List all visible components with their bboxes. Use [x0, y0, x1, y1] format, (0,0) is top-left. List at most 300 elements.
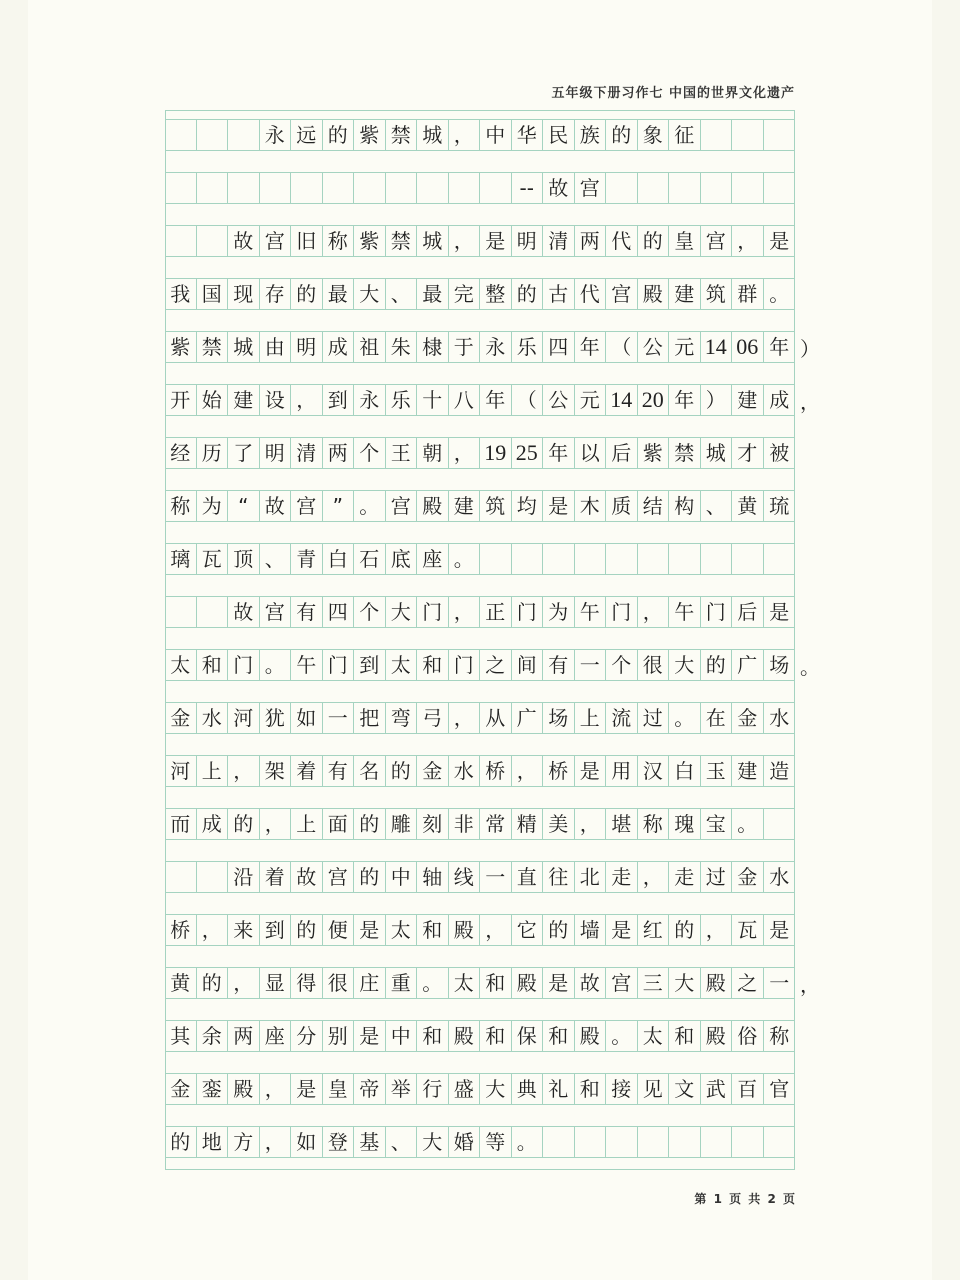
grid-cell: 城 [417, 120, 449, 150]
grid-cell: 故 [228, 226, 260, 256]
grid-cell: 桥 [480, 756, 512, 786]
grid-cell: 河 [228, 703, 260, 733]
grid-cell: 大 [417, 1127, 449, 1157]
grid-cell: 中 [386, 1021, 418, 1051]
grid-cell: 大 [386, 597, 418, 627]
grid-cell [197, 173, 229, 203]
grid-cell: 金 [732, 862, 764, 892]
grid-cell: 个 [354, 597, 386, 627]
grid-cell: ， [480, 915, 512, 945]
grid-cell: 门 [606, 597, 638, 627]
page-number: 第 1 页 共 2 页 [694, 1192, 795, 1206]
grid-cell: 皇 [323, 1074, 355, 1104]
grid-cell [228, 173, 260, 203]
grid-row [165, 543, 795, 575]
grid-cell: 古 [543, 279, 575, 309]
grid-cell: 质 [606, 491, 638, 521]
grid-cell [480, 173, 512, 203]
grid-cell: 。 [732, 809, 764, 839]
grid-cell: 宫 [291, 491, 323, 521]
grid-cell [764, 1127, 796, 1157]
grid-cell [260, 173, 292, 203]
grid-row [165, 755, 795, 787]
grid-cell: 金 [417, 756, 449, 786]
grid-cell: 被 [769, 441, 790, 465]
grid-cell: 。 [769, 282, 790, 306]
grid-cell: 水 [769, 865, 790, 889]
grid-cell: 庄 [354, 968, 386, 998]
grid-cell: 犹 [260, 703, 292, 733]
grid-cell: 太 [449, 968, 481, 998]
grid-cell: 祖 [354, 332, 386, 362]
grid-cell: 后 [732, 597, 764, 627]
grid-cell: 而 [165, 809, 197, 839]
margin-punctuation: ， [800, 389, 820, 414]
grid-cell [701, 544, 733, 574]
grid-cell: 重 [386, 968, 418, 998]
grid-cell [638, 1127, 670, 1157]
grid-cell [764, 120, 796, 150]
grid-cell: 上 [291, 809, 323, 839]
grid-cell [165, 120, 197, 150]
grid-cell: 的 [165, 1127, 197, 1157]
grid-cell: ， [260, 1127, 292, 1157]
grid-cell [228, 120, 260, 150]
grid-cell: 宫 [323, 862, 355, 892]
grid-cell: 殿 [701, 1021, 733, 1051]
grid-cell: 其 [165, 1021, 197, 1051]
grid-cell: 它 [512, 915, 544, 945]
grid-cell: 、 [386, 1127, 418, 1157]
grid-cell: 桥 [543, 756, 575, 786]
grid-cell: 如 [291, 703, 323, 733]
grid-cell: 上 [197, 756, 229, 786]
grid-row [165, 861, 795, 893]
grid-cell: 午 [575, 597, 607, 627]
grid-cell: 禁 [386, 120, 418, 150]
grid-cell: 三 [638, 968, 670, 998]
grid-cell: 午 [669, 597, 701, 627]
grid-cell: 的 [354, 862, 386, 892]
grid-row [165, 649, 795, 681]
grid-cell: 把 [354, 703, 386, 733]
grid-cell: 和 [543, 1021, 575, 1051]
grid-cell: 两 [575, 226, 607, 256]
page-header: 五年级下册习作七 中国的世界文化遗产 [551, 86, 795, 101]
grid-cell: 之 [732, 968, 764, 998]
grid-cell: 始 [197, 385, 229, 415]
grid-cell: 着 [260, 862, 292, 892]
grid-cell: 沿 [228, 862, 260, 892]
grid-cell: 族 [575, 120, 607, 150]
grid-row [165, 702, 795, 734]
grid-cell: 广 [732, 650, 764, 680]
grid-cell: 行 [417, 1074, 449, 1104]
grid-cell: ， [575, 809, 607, 839]
grid-cell [323, 173, 355, 203]
grid-row [165, 331, 795, 363]
grid-cell: 宫 [575, 173, 607, 203]
grid-cell: 地 [197, 1127, 229, 1157]
grid-cell: 筑 [480, 491, 512, 521]
grid-row [165, 1020, 795, 1052]
grid-cell: 紫 [354, 120, 386, 150]
grid-cell [764, 173, 796, 203]
grid-cell: 墙 [575, 915, 607, 945]
grid-cell: 名 [354, 756, 386, 786]
grid-cell: 历 [197, 438, 229, 468]
grid-cell [165, 597, 197, 627]
grid-cell: 座 [260, 1021, 292, 1051]
grid-cell: 木 [575, 491, 607, 521]
grid-cell: 称 [323, 226, 355, 256]
grid-row [165, 967, 795, 999]
grid-cell: 的 [354, 809, 386, 839]
grid-cell: 由 [260, 332, 292, 362]
grid-cell: 石 [354, 544, 386, 574]
grid-cell: 桥 [165, 915, 197, 945]
grid-cell: 是 [606, 915, 638, 945]
grid-cell: 是 [480, 226, 512, 256]
grid-cell: 的 [291, 915, 323, 945]
grid-cell: 保 [512, 1021, 544, 1051]
grid-cell: 精 [512, 809, 544, 839]
grid-cell: 清 [291, 438, 323, 468]
grid-cell: 是 [769, 600, 790, 624]
grid-cell: 最 [417, 279, 449, 309]
grid-cell: 瓦 [732, 915, 764, 945]
grid-cell: 、 [701, 491, 733, 521]
grid-cell: 是 [543, 491, 575, 521]
grid-cell: 乐 [386, 385, 418, 415]
grid-cell: 和 [480, 968, 512, 998]
grid-row [165, 172, 795, 204]
grid-cell [669, 544, 701, 574]
grid-cell: 明 [260, 438, 292, 468]
grid-cell: 璃 [165, 544, 197, 574]
grid-cell: 元 [575, 385, 607, 415]
grid-cell [197, 862, 229, 892]
grid-cell: 永 [480, 332, 512, 362]
grid-cell: 筑 [701, 279, 733, 309]
grid-cell [512, 544, 544, 574]
grid-cell: 一 [769, 971, 790, 995]
grid-cell [575, 1127, 607, 1157]
grid-cell: 宝 [701, 809, 733, 839]
grid-cell: 朝 [417, 438, 449, 468]
grid-row [165, 490, 795, 522]
grid-cell: 接 [606, 1074, 638, 1104]
grid-cell: 门 [512, 597, 544, 627]
grid-cell: 造 [769, 759, 790, 783]
grid-cell: 堪 [606, 809, 638, 839]
grid-row [165, 808, 795, 840]
grid-cell: ， [638, 862, 670, 892]
grid-cell: ， [228, 968, 260, 998]
grid-cell: 过 [638, 703, 670, 733]
grid-cell: 设 [260, 385, 292, 415]
grid-cell: 称 [165, 491, 197, 521]
grid-cell: 。 [354, 491, 386, 521]
grid-cell: 登 [323, 1127, 355, 1157]
grid-cell [701, 1127, 733, 1157]
grid-cell: 个 [606, 650, 638, 680]
grid-cell: 故 [291, 862, 323, 892]
grid-cell: 城 [701, 438, 733, 468]
grid-cell: 为 [543, 597, 575, 627]
grid-cell: 民 [543, 120, 575, 150]
grid-cell: 和 [197, 650, 229, 680]
grid-cell: 瓦 [197, 544, 229, 574]
grid-cell: 大 [669, 650, 701, 680]
grid-cell: 白 [669, 756, 701, 786]
grid-cell: 门 [449, 650, 481, 680]
grid-cell: 正 [480, 597, 512, 627]
grid-cell: 大 [354, 279, 386, 309]
grid-cell: 年 [480, 385, 512, 415]
grid-cell: 广 [512, 703, 544, 733]
grid-cell [669, 1127, 701, 1157]
grid-cell: 很 [323, 968, 355, 998]
grid-cell: 元 [669, 332, 701, 362]
grid-cell: 门 [323, 650, 355, 680]
grid-cell: 座 [417, 544, 449, 574]
grid-cell: 走 [606, 862, 638, 892]
grid-cell: 很 [638, 650, 670, 680]
grid-cell: ， [260, 1074, 292, 1104]
grid-cell: 称 [638, 809, 670, 839]
grid-cell: 的 [701, 650, 733, 680]
grid-cell: 才 [732, 438, 764, 468]
grid-cell: 见 [638, 1074, 670, 1104]
grid-cell [669, 173, 701, 203]
grid-cell: ， [449, 597, 481, 627]
grid-cell: 红 [638, 915, 670, 945]
grid-cell: 存 [260, 279, 292, 309]
grid-cell: 十 [417, 385, 449, 415]
grid-frame [165, 110, 795, 1170]
grid-cell: 永 [260, 120, 292, 150]
grid-cell: 宫 [386, 491, 418, 521]
grid-cell: 的 [512, 279, 544, 309]
grid-cell: 旧 [291, 226, 323, 256]
grid-cell: （ [606, 332, 638, 362]
grid-cell: 直 [512, 862, 544, 892]
grid-cell [480, 544, 512, 574]
grid-row [165, 1073, 795, 1105]
grid-cell: 殿 [228, 1074, 260, 1104]
grid-cell: 到 [260, 915, 292, 945]
grid-cell: -- [512, 173, 544, 203]
grid-cell: 是 [354, 1021, 386, 1051]
grid-cell [732, 1127, 764, 1157]
grid-cell [417, 173, 449, 203]
grid-cell: 殿 [512, 968, 544, 998]
grid-cell: 水 [449, 756, 481, 786]
grid-cell: 建 [732, 756, 764, 786]
grid-cell: 紫 [638, 438, 670, 468]
grid-cell [764, 544, 796, 574]
grid-cell: 棣 [417, 332, 449, 362]
grid-cell: 到 [323, 385, 355, 415]
grid-cell [449, 173, 481, 203]
grid-cell: 如 [291, 1127, 323, 1157]
grid-cell: 公 [543, 385, 575, 415]
grid-cell: 。 [417, 968, 449, 998]
grid-cell: 从 [480, 703, 512, 733]
grid-cell: 显 [260, 968, 292, 998]
grid-cell: 瑰 [669, 809, 701, 839]
grid-cell: 举 [386, 1074, 418, 1104]
grid-cell: 。 [669, 703, 701, 733]
grid-cell: 宫 [260, 597, 292, 627]
grid-cell: 14 [606, 385, 638, 415]
grid-cell: ， [291, 385, 323, 415]
grid-cell: 和 [417, 650, 449, 680]
grid-cell: 王 [386, 438, 418, 468]
grid-row [165, 119, 795, 151]
grid-cell: 过 [701, 862, 733, 892]
grid-cell: 一 [575, 650, 607, 680]
grid-cell: “ [228, 491, 260, 521]
grid-cell: 水 [197, 703, 229, 733]
grid-cell: 流 [606, 703, 638, 733]
grid-cell [701, 120, 733, 150]
grid-cell: 最 [323, 279, 355, 309]
grid-cell: 。 [512, 1127, 544, 1157]
grid-cell: 白 [323, 544, 355, 574]
grid-cell: 06 [732, 332, 764, 362]
grid-cell: 的 [606, 120, 638, 150]
grid-cell: 门 [417, 597, 449, 627]
grid-cell: 汉 [638, 756, 670, 786]
grid-cell: 14 [701, 332, 733, 362]
grid-cell: 方 [228, 1127, 260, 1157]
grid-cell: 完 [449, 279, 481, 309]
grid-cell: 的 [323, 120, 355, 150]
grid-cell: 婚 [449, 1127, 481, 1157]
grid-cell: 官 [769, 1077, 790, 1101]
grid-cell: 。 [606, 1021, 638, 1051]
grid-cell [606, 1127, 638, 1157]
grid-cell: 顶 [228, 544, 260, 574]
grid-cell: 朱 [386, 332, 418, 362]
grid-cell: 宫 [606, 968, 638, 998]
grid-cell: 禁 [669, 438, 701, 468]
grid-cell: 是 [354, 915, 386, 945]
grid-cell: 着 [291, 756, 323, 786]
grid-cell: 和 [480, 1021, 512, 1051]
grid-cell: 以 [575, 438, 607, 468]
grid-cell: 有 [323, 756, 355, 786]
grid-row [165, 914, 795, 946]
grid-cell: 便 [323, 915, 355, 945]
grid-cell: 间 [512, 650, 544, 680]
grid-cell: 水 [769, 706, 790, 730]
grid-row [165, 384, 795, 416]
grid-cell: 征 [669, 120, 701, 150]
grid-cell: 两 [323, 438, 355, 468]
grid-cell: 和 [669, 1021, 701, 1051]
grid-cell: ， [512, 756, 544, 786]
grid-cell: 明 [512, 226, 544, 256]
grid-cell: 大 [669, 968, 701, 998]
grid-cell: ” [323, 491, 355, 521]
grid-cell: 基 [354, 1127, 386, 1157]
grid-cell [638, 173, 670, 203]
grid-cell: 一 [480, 862, 512, 892]
grid-cell: 公 [638, 332, 670, 362]
grid-cell: 殿 [638, 279, 670, 309]
grid-cell: 远 [291, 120, 323, 150]
grid-cell: ， [701, 915, 733, 945]
margin-punctuation: ） [800, 336, 820, 361]
grid-cell: 殿 [575, 1021, 607, 1051]
grid-cell [543, 544, 575, 574]
grid-row [165, 437, 795, 469]
grid-cell: 建 [449, 491, 481, 521]
grid-cell: 明 [291, 332, 323, 362]
grid-cell: ， [638, 597, 670, 627]
grid-cell [732, 544, 764, 574]
grid-cell [291, 173, 323, 203]
grid-cell: 现 [228, 279, 260, 309]
grid-cell: 帝 [354, 1074, 386, 1104]
grid-cell [575, 544, 607, 574]
grid-cell: 和 [417, 1021, 449, 1051]
grid-cell [606, 173, 638, 203]
grid-cell: 紫 [165, 332, 197, 362]
grid-cell: 25 [512, 438, 544, 468]
grid-cell: 成 [769, 388, 790, 412]
grid-cell: 是 [575, 756, 607, 786]
grid-cell: 建 [228, 385, 260, 415]
grid-cell: 玉 [701, 756, 733, 786]
grid-cell: 金 [165, 1074, 197, 1104]
grid-cell: 线 [449, 862, 481, 892]
grid-cell: 建 [732, 385, 764, 415]
grid-cell: 俗 [732, 1021, 764, 1051]
grid-cell: 象 [638, 120, 670, 150]
grid-cell: 城 [417, 226, 449, 256]
grid-cell: 宫 [701, 226, 733, 256]
grid-cell: 群 [732, 279, 764, 309]
grid-cell: 开 [165, 385, 197, 415]
grid-cell: 是 [543, 968, 575, 998]
grid-cell: 八 [449, 385, 481, 415]
grid-cell: 构 [669, 491, 701, 521]
grid-cell: 非 [449, 809, 481, 839]
grid-cell: 弯 [386, 703, 418, 733]
grid-cell [638, 544, 670, 574]
grid-cell: 走 [669, 862, 701, 892]
grid-cell: 銮 [197, 1074, 229, 1104]
grid-cell: 琉 [769, 494, 790, 518]
grid-cell: 百 [732, 1074, 764, 1104]
grid-cell: 宫 [260, 226, 292, 256]
grid-cell: ， [228, 756, 260, 786]
grid-cell: 结 [638, 491, 670, 521]
grid-cell: 年 [769, 335, 790, 359]
grid-cell: ， [449, 438, 481, 468]
grid-cell: 20 [638, 385, 670, 415]
grid-cell: 19 [480, 438, 512, 468]
grid-cell: 太 [386, 650, 418, 680]
grid-cell: 和 [417, 915, 449, 945]
grid-cell: ， [449, 703, 481, 733]
grid-cell [165, 226, 197, 256]
grid-cell: 刻 [417, 809, 449, 839]
